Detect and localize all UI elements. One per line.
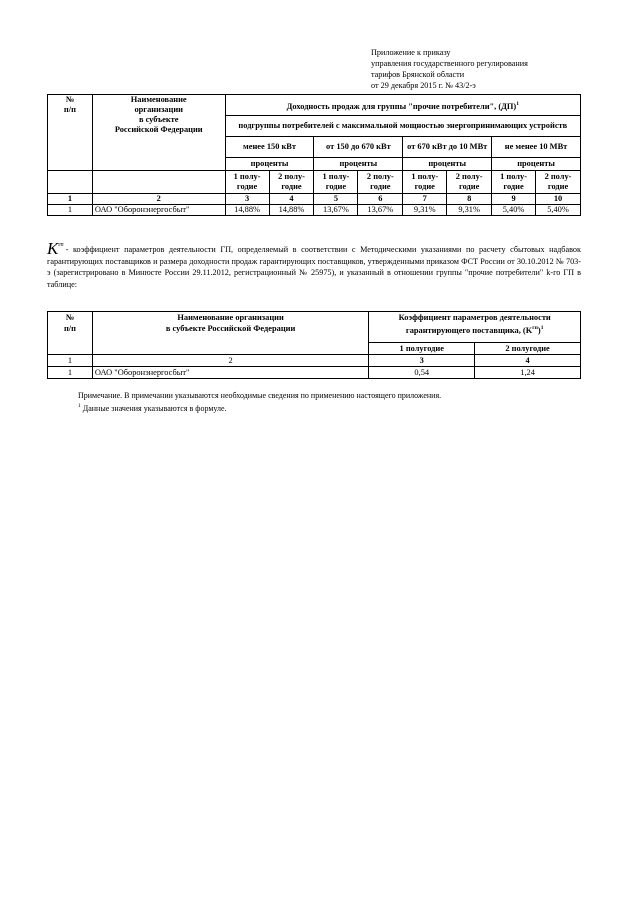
column-number: 3 xyxy=(225,194,269,205)
coef-title-header: Коэффициент параметров деятельности гарантирующего поставщика, $(K^{гп})^1$ xyxy=(369,312,581,343)
half1-header: 1 полугодие xyxy=(369,343,475,355)
unit-header-2: проценты xyxy=(314,158,403,171)
coefficient-symbol: $K^{гп}$ xyxy=(47,239,64,258)
row-value: 13,67% xyxy=(358,205,403,216)
col-num-header: № п/п xyxy=(48,95,93,171)
group-header-4: не менее 10 МВт xyxy=(492,137,581,158)
header-line-1: Приложение к приказу xyxy=(371,48,451,57)
half1-header: 1 полу- годие xyxy=(225,171,269,194)
row-num: 1 xyxy=(48,367,93,379)
coefficient-paragraph xyxy=(47,240,581,290)
unit-header-4: проценты xyxy=(492,158,581,171)
row-value: 5,40% xyxy=(492,205,536,216)
half1-header: 1 полу- годие xyxy=(403,171,447,194)
row-num: 1 xyxy=(48,205,93,216)
col-org-header: Наименование организации в субъекте Российской Федерации xyxy=(92,95,225,171)
row-org: ОАО "Оборонэнергосбыт" xyxy=(92,205,225,216)
column-numbers-row xyxy=(48,194,581,205)
header-line-3: тарифов Брянской области xyxy=(371,70,465,79)
row-org: ОАО "Оборонэнергосбыт" xyxy=(92,367,368,379)
table-row xyxy=(48,205,581,216)
group-header-3: от 670 кВт до 10 МВт xyxy=(403,137,492,158)
coefficient-table xyxy=(47,311,581,379)
half2-header: 2 полу- годие xyxy=(358,171,403,194)
half2-header: 2 полу- годие xyxy=(536,171,581,194)
column-number: 7 xyxy=(403,194,447,205)
half1-header: 1 полу- годие xyxy=(492,171,536,194)
unit-header-3: проценты xyxy=(403,158,492,171)
column-number: 5 xyxy=(314,194,358,205)
row-value: 14,88% xyxy=(225,205,269,216)
empty-cell xyxy=(92,171,225,194)
column-number: 2 xyxy=(92,194,225,205)
half2-header: 2 полугодие xyxy=(475,343,581,355)
remark-text: Примечание. В примечании указываются необходимые сведения по применению настоящего приложения. xyxy=(78,391,442,400)
coefficient-description: - коэффициент параметров деятельности ГП, определяемый в соответствии с Методическими указаниями по расчету сбытовых надбавок гарантирующих поставщиков и размера доходности продаж гарантирующих поставщиков, утвержденными приказом ФСТ России от 30.10.2012 № 703-э (зарегистрировано в Минюсте России 29.11.2012, регистрационный № 25975), и указанный в отношении группы "прочие потребители" k-го ГП в таблице: xyxy=(47,245,581,289)
row-value: 1,24 xyxy=(475,367,581,379)
column-number: 2 xyxy=(92,355,368,367)
empty-cell xyxy=(48,171,93,194)
footnote: $^1$ Данные значения указываются в формуле. xyxy=(78,403,227,413)
column-number: 4 xyxy=(475,355,581,367)
group-header-1: менее 150 кВт xyxy=(225,137,314,158)
unit-header-1: проценты xyxy=(225,158,314,171)
col-num-header: № п/п xyxy=(48,312,93,355)
row-value: 5,40% xyxy=(536,205,581,216)
column-number: 10 xyxy=(536,194,581,205)
row-value: 13,67% xyxy=(314,205,358,216)
col-org-header: Наименование организации в субъекте Российской Федерации xyxy=(92,312,368,355)
column-numbers-row xyxy=(48,355,581,367)
half2-header: 2 полу- годие xyxy=(269,171,314,194)
column-number: 4 xyxy=(269,194,314,205)
main-title-header: Доходность продаж для группы "прочие потребители", (ДП)$^1$ xyxy=(225,95,580,116)
half1-header: 1 полу- годие xyxy=(314,171,358,194)
column-number: 8 xyxy=(447,194,492,205)
header-line-2: управления государственного регулирования xyxy=(371,59,528,68)
notes-block xyxy=(78,389,578,413)
column-number: 6 xyxy=(358,194,403,205)
column-number: 9 xyxy=(492,194,536,205)
subgroups-header: подгруппы потребителей с максимальной мощностью энергопринимающих устройств xyxy=(225,116,580,137)
row-value: 9,31% xyxy=(447,205,492,216)
profitability-table xyxy=(47,94,581,216)
column-number: 3 xyxy=(369,355,475,367)
row-value: 0,54 xyxy=(369,367,475,379)
column-number: 1 xyxy=(48,355,93,367)
column-number: 1 xyxy=(48,194,93,205)
row-value: 9,31% xyxy=(403,205,447,216)
appendix-header xyxy=(371,47,601,91)
row-value: 14,88% xyxy=(269,205,314,216)
group-header-2: от 150 до 670 кВт xyxy=(314,137,403,158)
header-line-4: от 29 декабря 2015 г. № 43/2-э xyxy=(371,81,476,90)
half2-header: 2 полу- годие xyxy=(447,171,492,194)
table-row xyxy=(48,367,581,379)
